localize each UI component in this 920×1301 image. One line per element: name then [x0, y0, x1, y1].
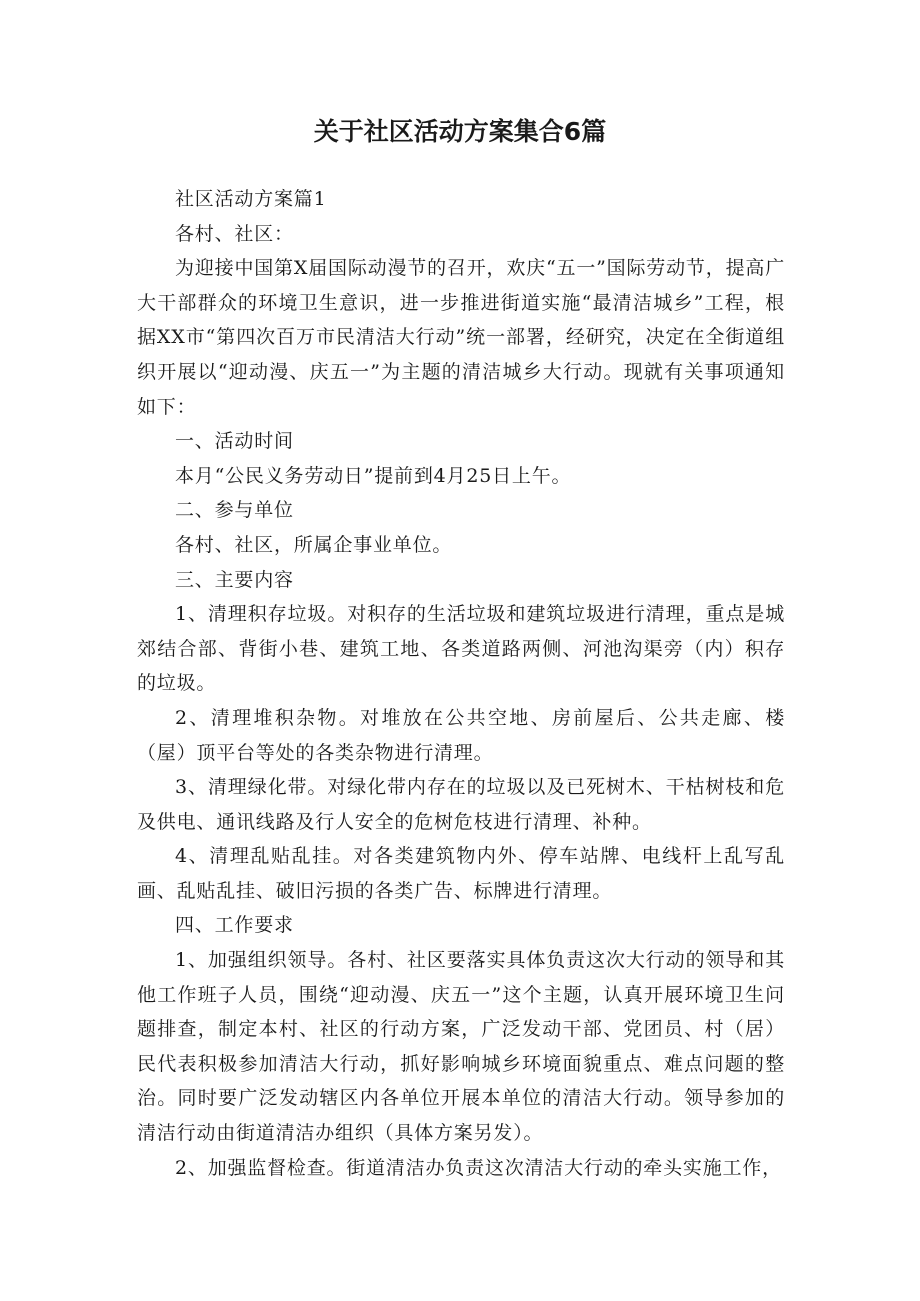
heading-activity-time: 一、活动时间 [175, 430, 294, 453]
paragraph-requirement-1: 1、加强组织领导。各村、社区要落实具体负责这次大行动的领导和其他工作班子人员，围绕“迎动漫、庆五一”这个主题，认真开展环境卫生问题排查，制定本村、社区的行动方案，广泛发动干部、党团员、村（居）民代表积极参加清洁大行动，抓好影响城乡环境面貌重点、难点问题的整治。同时要广泛发动辖区内各单位开展本单位的清洁大行动。领导参加的清洁行动由街道清洁办组织（具体方案另发）。 [137, 949, 785, 1145]
paragraph-requirement-2: 2、加强监督检查。街道清洁办负责这次清洁大行动的牵头实施工作， [175, 1156, 782, 1179]
heading-main-content: 三、主要内容 [175, 568, 294, 591]
paragraph-content-3: 3、清理绿化带。对绿化带内存在的垃圾以及已死树木、干枯树枝和危及供电、通讯线路及行人安全的危树危枝进行清理、补种。 [137, 776, 785, 833]
paragraph-content-2: 2、清理堆积杂物。对堆放在公共空地、房前屋后、公共走廊、楼（屋）顶平台等处的各类杂物进行清理。 [137, 706, 785, 764]
salutation: 各村、社区： [175, 222, 294, 245]
paragraph-content-1: 1、清理积存垃圾。对积存的生活垃圾和建筑垃圾进行清理，重点是城郊结合部、背街小巷、建筑工地、各类道路两侧、河池沟渠旁（内）积存的垃圾。 [137, 603, 785, 695]
intro-paragraph: 为迎接中国第X届国际动漫节的召开，欢庆“五一”国际劳动节，提高广大干部群众的环境卫生意识，进一步推进街道实施“最清洁城乡”工程，根据XX市“第四次百万市民清洁大行动”统一部署，经研究，决定在全街道组织开展以“迎动漫、庆五一”为主题的清洁城乡大行动。现就有关事项通知如下： [137, 257, 785, 418]
document-body [137, 182, 785, 1185]
heading-participants: 二、参与单位 [175, 499, 294, 522]
paragraph-content-4: 4、清理乱贴乱挂。对各类建筑物内外、停车站牌、电线杆上乱写乱画、乱贴乱挂、破旧污损的各类广告、标牌进行清理。 [137, 845, 785, 902]
document-title: 关于社区活动方案集合6篇 [313, 117, 607, 146]
paragraph-participants: 各村、社区，所属企事业单位。 [175, 533, 453, 556]
paragraph-activity-time: 本月“公民义务劳动日”提前到4月25日上午。 [175, 464, 572, 487]
section-heading: 社区活动方案篇1 [175, 188, 327, 210]
heading-work-requirements: 四、工作要求 [175, 914, 294, 937]
